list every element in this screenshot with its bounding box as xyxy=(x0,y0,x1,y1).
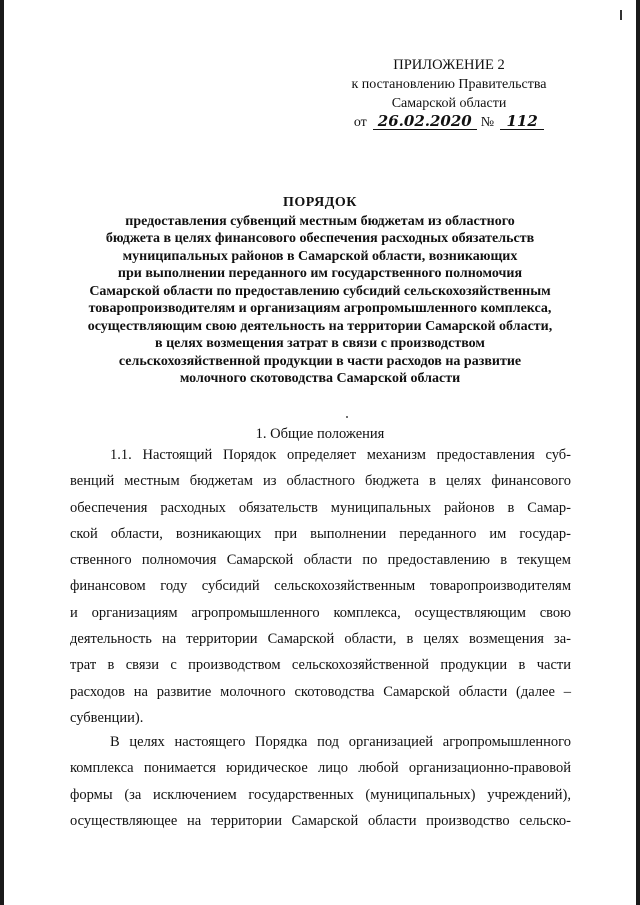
paragraph-line: финансовом году субсидий сельскохозяйственным товаропроизводителям xyxy=(70,578,571,595)
title-line: предоставления субвенций местным бюджетам из областного xyxy=(125,213,515,229)
paragraph-line: и организациям агропромышленного комплекса, осуществляющим свою xyxy=(70,604,571,621)
scan-speck xyxy=(346,416,348,418)
paragraph-line: обеспечения расходных обязательств муниципальных районов в Самар- xyxy=(70,499,571,516)
document-title xyxy=(70,194,570,388)
paragraph-definition xyxy=(70,729,571,834)
paragraph-line: 1.1. Настоящий Порядок определяет механизм предоставления суб- xyxy=(110,447,571,463)
title-line: молочного скотоводства Самарской области xyxy=(179,371,461,386)
paragraph-line: осуществляющее на территории Самарской области производство сельско- xyxy=(70,812,571,829)
handwritten-number: 112 xyxy=(500,113,544,130)
section-heading: 1. Общие положения xyxy=(255,426,385,442)
paragraph-line: ственного полномочия Самарской области по предоставлению в текущем xyxy=(70,552,571,569)
number-label: № xyxy=(480,115,495,130)
paragraph-line: субвенции). xyxy=(70,709,144,726)
title-line: бюджета в целях финансового обеспечения расходных обязательств xyxy=(105,231,535,246)
scan-border-right xyxy=(636,0,640,905)
paragraph-line: деятельность на территории Самарской области, в целях возмещения за- xyxy=(70,631,571,648)
scan-mark xyxy=(620,10,622,20)
appendix-block xyxy=(334,56,564,132)
appendix-line-1: к постановлению Правительства xyxy=(351,77,547,92)
title-line: осуществляющим свою деятельность на территории Самарской области, xyxy=(87,318,553,334)
title-line: муниципальных районов в Самарской области, возникающих xyxy=(122,248,518,264)
title-line: в целях возмещения затрат в связи с производством xyxy=(155,336,485,351)
paragraph-1-1 xyxy=(70,442,571,731)
appendix-line-2: Самарской области xyxy=(391,96,507,111)
paragraph-line: ской области, возникающих при выполнении переданного им государ- xyxy=(70,525,571,542)
appendix-heading: ПРИЛОЖЕНИЕ 2 xyxy=(393,57,505,73)
from-label: от xyxy=(353,115,367,130)
handwritten-date: 26.02.2020 xyxy=(373,113,477,130)
scan-border-left xyxy=(0,0,4,905)
paragraph-line: формы (за исключением государственных (муниципальных) учреждений), xyxy=(70,786,571,803)
paragraph-line: трат в связи с производством сельскохозяйственной продукции в части xyxy=(70,657,571,674)
title-line: сельскохозяйственной продукции в части расходов на развитие xyxy=(118,353,522,369)
title-heading: ПОРЯДОК xyxy=(283,195,357,210)
appendix-date-number-line xyxy=(334,113,564,132)
paragraph-line: расходов на развитие молочного скотоводства Самарской области (далее – xyxy=(70,683,571,700)
title-line: товаропроизводителям и организациям агропромышленного комплекса, xyxy=(88,301,552,316)
title-line: Самарской области по предоставлению субсидий сельскохозяйственным xyxy=(89,283,551,299)
paragraph-line: комплекса понимается юридическое лицо любой организационно-правовой xyxy=(70,760,571,777)
paragraph-line: В целях настоящего Порядка под организацией агропромышленного xyxy=(110,734,571,750)
title-line: при выполнении переданного им государственного полномочия xyxy=(117,266,523,281)
paragraph-line: венций местным бюджетам из областного бюджета в целях финансового xyxy=(70,473,571,490)
